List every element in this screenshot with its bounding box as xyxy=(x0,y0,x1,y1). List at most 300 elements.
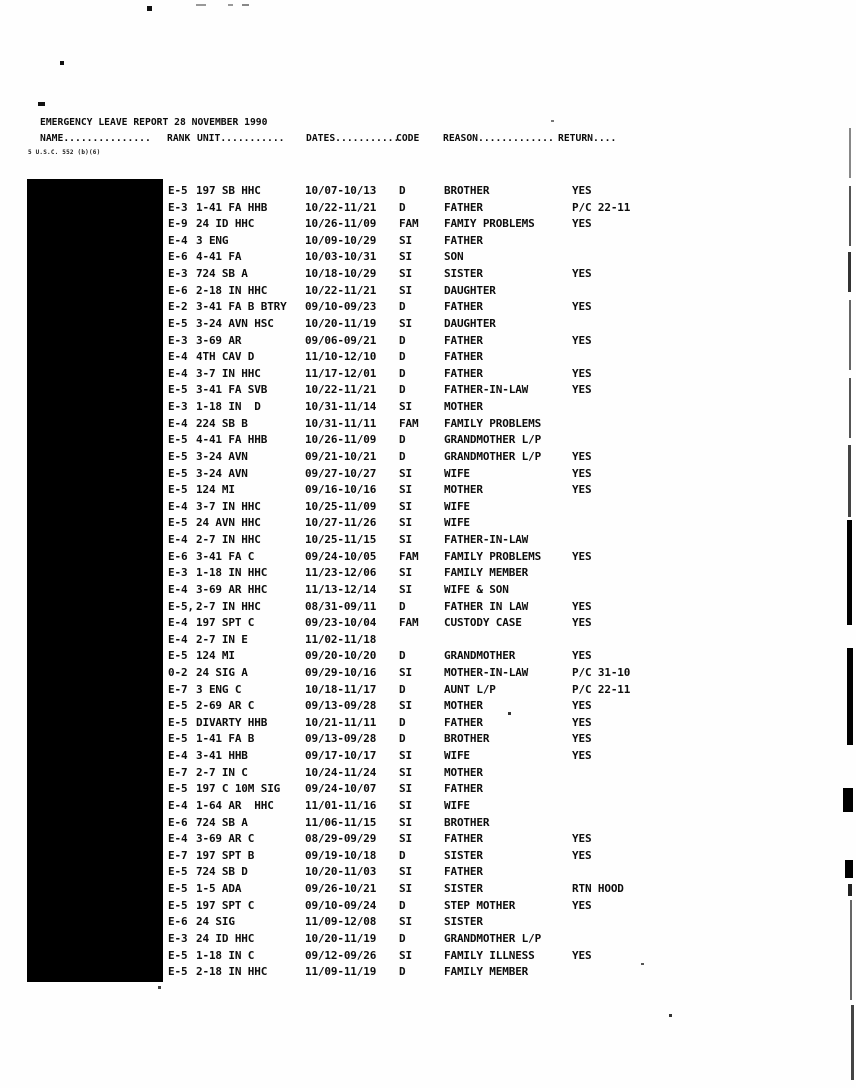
rank-cell: E-2 xyxy=(168,300,188,314)
dates-cell: 11/13-12/14 xyxy=(305,582,377,596)
reason-cell: MOTHER xyxy=(444,699,483,713)
return-cell: YES xyxy=(572,449,592,463)
return-cell: YES xyxy=(572,732,592,746)
reason-cell: FATHER xyxy=(444,233,483,247)
code-cell: SI xyxy=(399,815,412,829)
table-row xyxy=(0,683,856,698)
rank-cell: E-5 xyxy=(168,715,188,729)
reason-cell: BROTHER xyxy=(444,732,490,746)
unit-cell: 2-7 IN C xyxy=(196,765,248,779)
table-row xyxy=(0,300,856,315)
unit-cell: 2-7 IN HHC xyxy=(196,533,261,547)
code-cell: D xyxy=(399,433,406,447)
reason-cell: FATHER xyxy=(444,366,483,380)
scan-edge-streak xyxy=(843,788,853,812)
dates-cell: 10/03-10/31 xyxy=(305,250,377,264)
scan-edge-streak xyxy=(847,648,853,745)
scan-edge-streak xyxy=(848,252,851,292)
return-cell: YES xyxy=(572,333,592,347)
return-cell: YES xyxy=(572,184,592,197)
scan-speck xyxy=(669,1014,672,1017)
header-reason: REASON............. xyxy=(443,133,554,144)
table-row xyxy=(0,782,856,797)
rank-cell: E-4 xyxy=(168,582,188,596)
scan-edge-streak xyxy=(851,1005,854,1080)
reason-cell: WIFE xyxy=(444,798,470,812)
code-cell: SI xyxy=(399,316,412,330)
dates-cell: 10/20-11/19 xyxy=(305,316,377,330)
table-row xyxy=(0,184,856,199)
code-cell: SI xyxy=(399,483,412,497)
scan-speck xyxy=(147,6,152,11)
table-row xyxy=(0,334,856,349)
dates-cell: 09/23-10/04 xyxy=(305,616,377,630)
unit-cell: 3-69 AR C xyxy=(196,832,255,846)
rank-cell: E-6 xyxy=(168,283,188,297)
return-cell: YES xyxy=(572,599,592,613)
unit-cell: 3-24 AVN HSC xyxy=(196,316,274,330)
unit-cell: 3-7 IN HHC xyxy=(196,366,261,380)
dates-cell: 10/25-11/09 xyxy=(305,499,377,513)
code-cell: SI xyxy=(399,699,412,713)
table-row xyxy=(0,500,856,515)
unit-cell: 124 MI xyxy=(196,649,235,663)
scan-edge-streak xyxy=(848,445,851,517)
rank-cell: E-3 xyxy=(168,931,188,945)
reason-cell: FAMILY PROBLEMS xyxy=(444,416,542,430)
return-cell: YES xyxy=(572,483,592,497)
unit-cell: 24 ID HHC xyxy=(196,217,255,231)
dates-cell: 11/23-12/06 xyxy=(305,566,377,580)
reason-cell: MOTHER xyxy=(444,765,483,779)
return-cell: YES xyxy=(572,898,592,912)
return-cell: P/C 22-11 xyxy=(572,200,631,214)
unit-cell: 3-7 IN HHC xyxy=(196,499,261,513)
table-row xyxy=(0,949,856,964)
dates-cell: 09/17-10/17 xyxy=(305,749,377,763)
dates-cell: 10/31-11/11 xyxy=(305,416,377,430)
table-header-row xyxy=(0,133,856,146)
table-row xyxy=(0,915,856,930)
rank-cell: E-3 xyxy=(168,566,188,580)
table-row xyxy=(0,600,856,615)
code-cell: SI xyxy=(399,516,412,530)
dates-cell: 09/06-09/21 xyxy=(305,333,377,347)
dates-cell: 09/19-10/18 xyxy=(305,848,377,862)
report-title: EMERGENCY LEAVE REPORT 28 NOVEMBER 1990 xyxy=(40,117,268,128)
table-row xyxy=(0,616,856,631)
table-row xyxy=(0,865,856,880)
unit-cell: 4-41 FA xyxy=(196,250,242,264)
dates-cell: 09/16-10/16 xyxy=(305,483,377,497)
rank-cell: E-5 xyxy=(168,965,188,979)
table-row xyxy=(0,566,856,581)
rank-cell: E-5 xyxy=(168,466,188,480)
return-cell: YES xyxy=(572,749,592,763)
rank-cell: E-4 xyxy=(168,616,188,630)
rank-cell: E-5 xyxy=(168,699,188,713)
dates-cell: 09/26-10/21 xyxy=(305,882,377,896)
unit-cell: 124 MI xyxy=(196,483,235,497)
code-cell: SI xyxy=(399,250,412,264)
table-row xyxy=(0,965,856,980)
reason-cell: FATHER xyxy=(444,300,483,314)
code-cell: D xyxy=(399,649,406,663)
unit-cell: 1-41 FA B xyxy=(196,732,255,746)
scan-edge-streak xyxy=(845,860,853,878)
reason-cell: FATHER-IN-LAW xyxy=(444,533,529,547)
reason-cell: FATHER xyxy=(444,350,483,364)
scan-speck xyxy=(242,4,249,6)
return-cell: YES xyxy=(572,466,592,480)
dates-cell: 10/31-11/14 xyxy=(305,400,377,414)
dates-cell: 09/10-09/23 xyxy=(305,300,377,314)
table-row xyxy=(0,633,856,648)
header-unit: UNIT........... xyxy=(197,133,285,144)
rank-cell: E-4 xyxy=(168,499,188,513)
table-row xyxy=(0,932,856,947)
rank-cell: E-4 xyxy=(168,350,188,364)
code-cell: SI xyxy=(399,832,412,846)
rank-cell: E-6 xyxy=(168,815,188,829)
dates-cell: 11/09-11/19 xyxy=(305,965,377,979)
code-cell: FAM xyxy=(399,616,419,630)
rank-cell: E-5 xyxy=(168,483,188,497)
table-row xyxy=(0,849,856,864)
reason-cell: GRANDMOTHER xyxy=(444,649,516,663)
rank-cell: E-5 xyxy=(168,865,188,879)
return-cell: YES xyxy=(572,616,592,630)
return-cell: YES xyxy=(572,366,592,380)
code-cell: D xyxy=(399,599,406,613)
header-rank: RANK xyxy=(167,133,191,144)
table-row xyxy=(0,649,856,664)
table-row xyxy=(0,666,856,681)
code-cell: D xyxy=(399,200,406,214)
return-cell: YES xyxy=(572,715,592,729)
code-cell: SI xyxy=(399,267,412,281)
table-row xyxy=(0,217,856,232)
dates-cell: 10/20-11/19 xyxy=(305,931,377,945)
return-cell: YES xyxy=(572,217,592,231)
rank-cell: E-5 xyxy=(168,649,188,663)
unit-cell: 3-69 AR HHC xyxy=(196,582,268,596)
code-cell: D xyxy=(399,184,406,197)
code-cell: SI xyxy=(399,749,412,763)
scan-speck xyxy=(158,986,161,989)
code-cell: SI xyxy=(399,582,412,596)
reason-cell: FATHER xyxy=(444,782,483,796)
scan-edge-streak xyxy=(850,900,852,1000)
rank-cell: E-5 xyxy=(168,383,188,397)
dates-cell: 09/29-10/16 xyxy=(305,665,377,679)
return-cell: P/C 31-10 xyxy=(572,665,631,679)
rank-cell: E-5 xyxy=(168,184,188,197)
unit-cell: 3-41 FA SVB xyxy=(196,383,268,397)
table-row xyxy=(0,267,856,282)
dates-cell: 10/26-11/09 xyxy=(305,217,377,231)
table-row xyxy=(0,383,856,398)
table-row xyxy=(0,716,856,731)
unit-cell: 2-7 IN E xyxy=(196,632,248,646)
reason-cell: FAMILY MEMBER xyxy=(444,965,529,979)
dates-cell: 10/20-11/03 xyxy=(305,865,377,879)
code-cell: D xyxy=(399,965,406,979)
dates-cell: 08/31-09/11 xyxy=(305,599,377,613)
table-row xyxy=(0,516,856,531)
reason-cell: STEP MOTHER xyxy=(444,898,516,912)
dates-cell: 10/22-11/21 xyxy=(305,283,377,297)
table-row xyxy=(0,317,856,332)
reason-cell: WIFE xyxy=(444,749,470,763)
unit-cell: 3-41 FA C xyxy=(196,549,255,563)
code-cell: SI xyxy=(399,533,412,547)
table-row xyxy=(0,350,856,365)
dates-cell: 09/12-09/26 xyxy=(305,948,377,962)
rank-cell: E-5 xyxy=(168,433,188,447)
code-cell: D xyxy=(399,732,406,746)
unit-cell: 3-24 AVN xyxy=(196,449,248,463)
return-cell: YES xyxy=(572,549,592,563)
dates-cell: 10/09-10/29 xyxy=(305,233,377,247)
dates-cell: 10/25-11/15 xyxy=(305,533,377,547)
return-cell: P/C 22-11 xyxy=(572,682,631,696)
unit-cell: 1-41 FA HHB xyxy=(196,200,268,214)
return-cell: YES xyxy=(572,832,592,846)
unit-cell: 1-5 ADA xyxy=(196,882,242,896)
rank-cell: E-5 xyxy=(168,449,188,463)
scan-speck xyxy=(641,963,644,965)
dates-cell: 11/09-12/08 xyxy=(305,915,377,929)
code-cell: D xyxy=(399,898,406,912)
rank-cell: E-3 xyxy=(168,333,188,347)
reason-cell: FAMILY ILLNESS xyxy=(444,948,535,962)
reason-cell: SON xyxy=(444,250,464,264)
table-row xyxy=(0,699,856,714)
reason-cell: FATHER xyxy=(444,715,483,729)
scan-speck xyxy=(551,120,554,122)
reason-cell: MOTHER xyxy=(444,483,483,497)
reason-cell: DAUGHTER xyxy=(444,316,496,330)
unit-cell: 3-24 AVN xyxy=(196,466,248,480)
unit-cell: DIVARTY HHB xyxy=(196,715,268,729)
table-row xyxy=(0,201,856,216)
code-cell: FAM xyxy=(399,549,419,563)
dates-cell: 10/18-11/17 xyxy=(305,682,377,696)
reason-cell: FAMIY PROBLEMS xyxy=(444,217,535,231)
reason-cell: WIFE xyxy=(444,466,470,480)
dates-cell: 09/27-10/27 xyxy=(305,466,377,480)
table-row xyxy=(0,433,856,448)
rank-cell: E-4 xyxy=(168,798,188,812)
rank-cell: E-5 xyxy=(168,516,188,530)
reason-cell: FATHER xyxy=(444,832,483,846)
unit-cell: 197 SPT B xyxy=(196,848,255,862)
rank-cell: E-5 xyxy=(168,732,188,746)
code-cell: SI xyxy=(399,566,412,580)
rank-cell: E-5 xyxy=(168,948,188,962)
return-cell: YES xyxy=(572,649,592,663)
unit-cell: 1-64 AR HHC xyxy=(196,798,274,812)
table-row xyxy=(0,417,856,432)
code-cell: D xyxy=(399,931,406,945)
rank-cell: E-7 xyxy=(168,765,188,779)
reason-cell: WIFE xyxy=(444,499,470,513)
return-cell: RTN HOOD xyxy=(572,882,624,896)
code-cell: SI xyxy=(399,283,412,297)
reason-cell: WIFE xyxy=(444,516,470,530)
code-cell: D xyxy=(399,682,406,696)
header-code: CODE xyxy=(396,133,420,144)
rank-cell: E-5, xyxy=(168,599,194,613)
rank-cell: E-3 xyxy=(168,267,188,281)
reason-cell: AUNT L/P xyxy=(444,682,496,696)
dates-cell: 11/01-11/16 xyxy=(305,798,377,812)
unit-cell: 2-69 AR C xyxy=(196,699,255,713)
rank-cell: E-4 xyxy=(168,366,188,380)
foia-exemption-note: 5 U.S.C. 552 (b)(6) xyxy=(28,149,101,156)
reason-cell: FAMILY PROBLEMS xyxy=(444,549,542,563)
code-cell: FAM xyxy=(399,416,419,430)
code-cell: SI xyxy=(399,233,412,247)
return-cell: YES xyxy=(572,699,592,713)
rank-cell: E-6 xyxy=(168,250,188,264)
rank-cell: 0-2 xyxy=(168,665,188,679)
unit-cell: 197 SB HHC xyxy=(196,184,261,197)
return-cell: YES xyxy=(572,848,592,862)
code-cell: SI xyxy=(399,882,412,896)
rank-cell: E-6 xyxy=(168,549,188,563)
table-row xyxy=(0,732,856,747)
rank-cell: E-7 xyxy=(168,682,188,696)
unit-cell: 197 SPT C xyxy=(196,616,255,630)
dates-cell: 10/18-10/29 xyxy=(305,267,377,281)
dates-cell: 09/13-09/28 xyxy=(305,732,377,746)
code-cell: D xyxy=(399,449,406,463)
reason-cell: WIFE & SON xyxy=(444,582,509,596)
table-row xyxy=(0,749,856,764)
reason-cell: GRANDMOTHER L/P xyxy=(444,449,542,463)
table-row xyxy=(0,832,856,847)
unit-cell: 724 SB A xyxy=(196,267,248,281)
unit-cell: 4TH CAV D xyxy=(196,350,255,364)
table-row xyxy=(0,284,856,299)
unit-cell: 1-18 IN HHC xyxy=(196,566,268,580)
reason-cell: BROTHER xyxy=(444,184,490,197)
dates-cell: 11/06-11/15 xyxy=(305,815,377,829)
dates-cell: 09/13-09/28 xyxy=(305,699,377,713)
code-cell: SI xyxy=(399,865,412,879)
table-row xyxy=(0,450,856,465)
rank-cell: E-7 xyxy=(168,848,188,862)
scan-edge-streak xyxy=(849,128,851,178)
reason-cell: MOTHER-IN-LAW xyxy=(444,665,529,679)
dates-cell: 08/29-09/29 xyxy=(305,832,377,846)
table-row xyxy=(0,533,856,548)
reason-cell: CUSTODY CASE xyxy=(444,616,522,630)
dates-cell: 10/22-11/21 xyxy=(305,200,377,214)
rank-cell: E-5 xyxy=(168,898,188,912)
return-cell: YES xyxy=(572,383,592,397)
return-cell: YES xyxy=(572,300,592,314)
dates-cell: 10/07-10/13 xyxy=(305,184,377,197)
reason-cell: FATHER-IN-LAW xyxy=(444,383,529,397)
unit-cell: 724 SB D xyxy=(196,865,248,879)
scan-speck xyxy=(38,102,45,106)
scan-edge-streak xyxy=(849,300,851,370)
unit-cell: 224 SB B xyxy=(196,416,248,430)
dates-cell: 09/24-10/05 xyxy=(305,549,377,563)
rank-cell: E-4 xyxy=(168,749,188,763)
reason-cell: GRANDMOTHER L/P xyxy=(444,931,542,945)
rank-cell: E-4 xyxy=(168,416,188,430)
unit-cell: 1-18 IN C xyxy=(196,948,255,962)
dates-cell: 11/02-11/18 xyxy=(305,632,377,646)
code-cell: SI xyxy=(399,765,412,779)
scan-edge-streak xyxy=(848,884,852,896)
dates-cell: 11/10-12/10 xyxy=(305,350,377,364)
unit-cell: 24 SIG xyxy=(196,915,235,929)
code-cell: D xyxy=(399,383,406,397)
table-row xyxy=(0,899,856,914)
scan-edge-streak xyxy=(849,186,851,246)
rank-cell: E-4 xyxy=(168,533,188,547)
rank-cell: E-3 xyxy=(168,200,188,214)
table-row xyxy=(0,583,856,598)
reason-cell: GRANDMOTHER L/P xyxy=(444,433,542,447)
code-cell: SI xyxy=(399,466,412,480)
header-name: NAME............... xyxy=(40,133,151,144)
unit-cell: 24 SIG A xyxy=(196,665,248,679)
unit-cell: 4-41 FA HHB xyxy=(196,433,268,447)
rank-cell: E-4 xyxy=(168,233,188,247)
dates-cell: 09/20-10/20 xyxy=(305,649,377,663)
dates-cell: 10/26-11/09 xyxy=(305,433,377,447)
unit-cell: 3-69 AR xyxy=(196,333,242,347)
reason-cell: DAUGHTER xyxy=(444,283,496,297)
code-cell: SI xyxy=(399,665,412,679)
dates-cell: 11/17-12/01 xyxy=(305,366,377,380)
code-cell: SI xyxy=(399,948,412,962)
reason-cell: SISTER xyxy=(444,848,483,862)
unit-cell: 2-18 IN HHC xyxy=(196,965,268,979)
table-row xyxy=(0,250,856,265)
scan-speck xyxy=(196,4,206,6)
scan-edge-streak xyxy=(849,378,851,438)
reason-cell: FATHER xyxy=(444,200,483,214)
table-row xyxy=(0,400,856,415)
rank-cell: E-3 xyxy=(168,400,188,414)
scan-speck xyxy=(228,4,233,6)
reason-cell: BROTHER xyxy=(444,815,490,829)
unit-cell: 24 AVN HHC xyxy=(196,516,261,530)
code-cell: D xyxy=(399,350,406,364)
unit-cell: 2-7 IN HHC xyxy=(196,599,261,613)
dates-cell: 10/24-11/24 xyxy=(305,765,377,779)
reason-cell: FAMILY MEMBER xyxy=(444,566,529,580)
code-cell: SI xyxy=(399,915,412,929)
code-cell: D xyxy=(399,300,406,314)
reason-cell: FATHER IN LAW xyxy=(444,599,529,613)
code-cell: D xyxy=(399,715,406,729)
reason-cell: SISTER xyxy=(444,267,483,281)
code-cell: SI xyxy=(399,798,412,812)
reason-cell: SISTER xyxy=(444,915,483,929)
dates-cell: 09/10-09/24 xyxy=(305,898,377,912)
rank-cell: E-5 xyxy=(168,882,188,896)
header-return: RETURN.... xyxy=(558,133,617,144)
table-row xyxy=(0,367,856,382)
